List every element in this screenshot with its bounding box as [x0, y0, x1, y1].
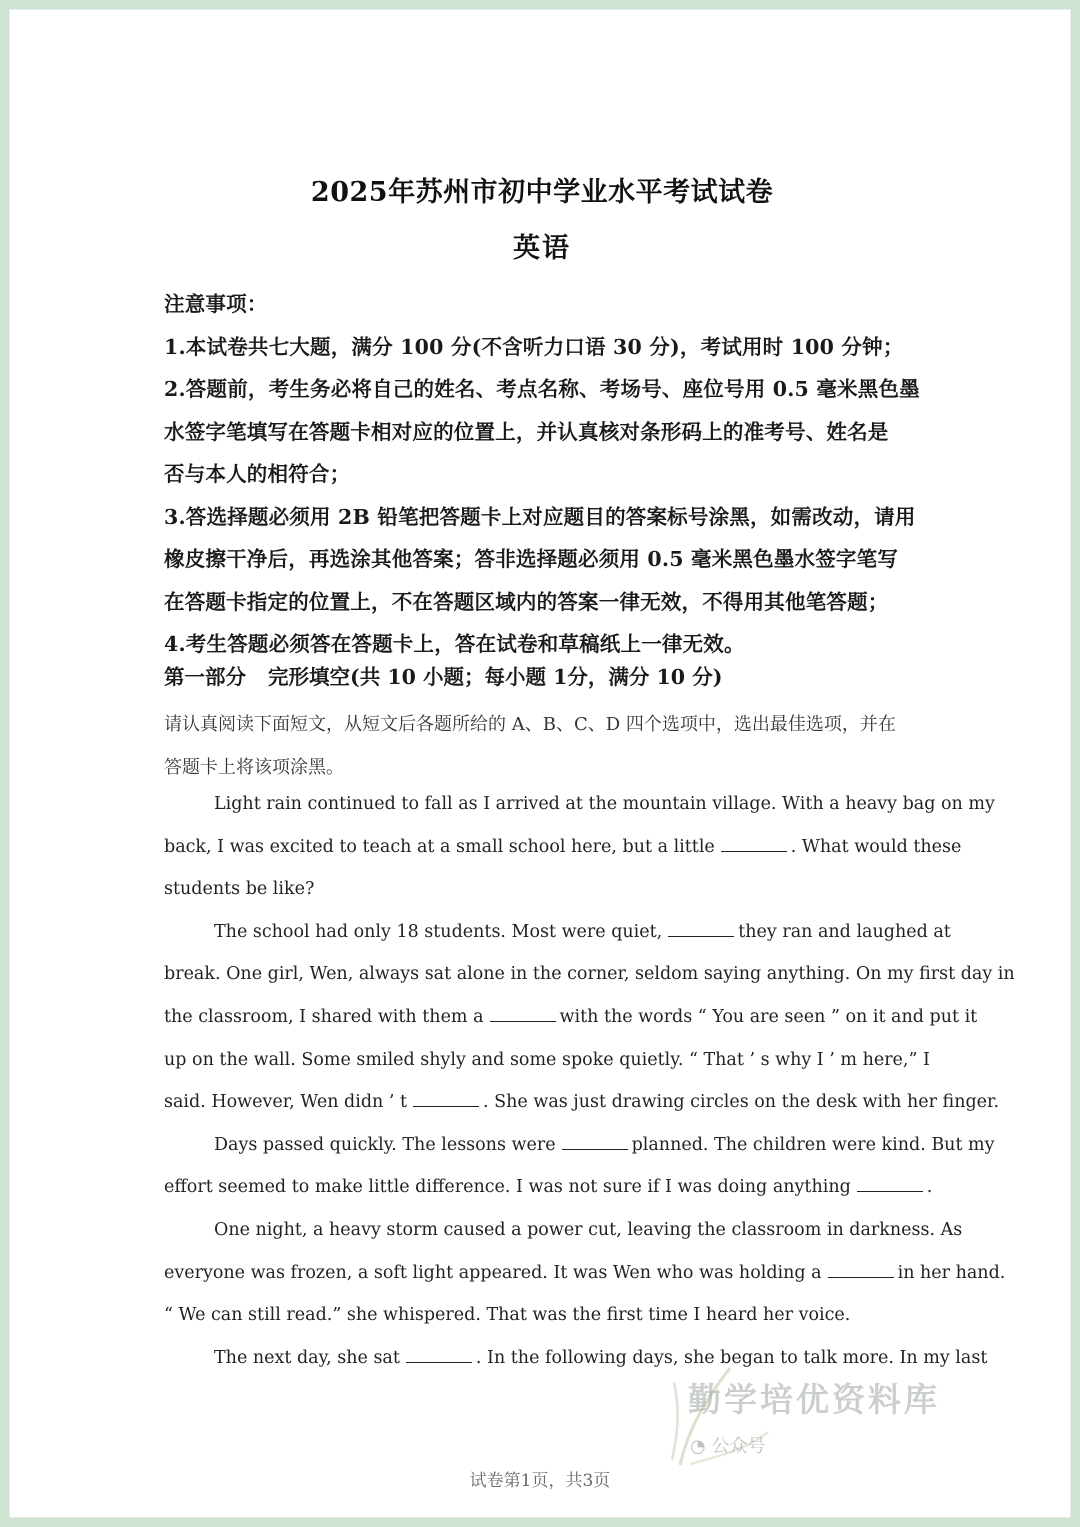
passage-text: planned. The children were kind. But my: [631, 1134, 995, 1155]
passage-line: up on the wall. Some smiled shyly and some spoke quietly. “ That ’ s why I ’ m here,” I: [164, 1049, 930, 1070]
passage-text: The next day, she sat: [214, 1347, 400, 1368]
passage-line: students be like?: [164, 879, 315, 900]
notice-line: 2.答题前，考生务必将自己的姓名、考点名称、考场号、座位号用 0.5 毫米黑色墨: [164, 377, 920, 401]
notice-heading: 注意事项：: [164, 292, 268, 316]
passage-line: [164, 911, 951, 954]
notice-line: 1.本试卷共七大题，满分 100 分(不含听力口语 30 分)，考试用时 100 分钟；: [164, 334, 904, 359]
passage-text: Days passed quickly. The lessons were: [214, 1134, 556, 1155]
passage-line: “ We can still read.” she whispered. That was the first time I heard her voice.: [164, 1305, 851, 1326]
passage-line: [164, 1337, 988, 1380]
passage-text: .: [926, 1177, 933, 1198]
wechat-icon: ◔: [690, 1436, 706, 1457]
answer-blank[interactable]: [406, 1348, 472, 1363]
notice-line: 水签字笔填写在答题卡相对应的位置上，并认真核对条形码上的准考号、姓名是: [164, 419, 889, 444]
instruction-line: 答题卡上将该项涂黑。: [164, 757, 344, 778]
passage-text: with the words “ You are seen ” on it and put it: [559, 1006, 978, 1027]
notice-line: 4.考生答题必须答在答题卡上，答在试卷和草稿纸上一律无效。: [164, 632, 745, 656]
notice-line: 在答题卡指定的位置上，不在答题区域内的答案一律无效，不得用其他笔答题；: [164, 589, 889, 614]
passage-line: [164, 1252, 1006, 1295]
passage-text: . She was just drawing circles on the desk with her finger.: [483, 1092, 1000, 1113]
passage-line: [164, 1166, 933, 1209]
answer-blank[interactable]: [857, 1177, 923, 1192]
passage-line: Light rain continued to fall as I arrived at the mountain village. With a heavy bag on my: [214, 794, 995, 814]
passage-line: [164, 996, 978, 1039]
answer-blank[interactable]: [413, 1092, 479, 1107]
passage-line: [164, 1124, 995, 1167]
passage-line: [164, 1081, 1000, 1124]
passage-text: in her hand.: [897, 1262, 1006, 1283]
passage-line: One night, a heavy storm caused a power cut, leaving the classroom in darkness. As: [214, 1219, 963, 1240]
notice-line: 3.答选择题必须用 2B 铅笔把答题卡上对应题目的答案标号涂黑，如需改动，请用: [164, 504, 916, 529]
answer-blank[interactable]: [490, 1007, 556, 1022]
section-instruction: [164, 703, 920, 789]
answer-blank[interactable]: [828, 1263, 894, 1278]
passage-text: they ran and laughed at: [738, 921, 951, 942]
passage-text: said. However, Wen didn ’ t: [164, 1092, 408, 1113]
passage-text: the classroom, I shared with them a: [164, 1006, 484, 1027]
watermark-sub-label: 公众号: [711, 1436, 766, 1457]
watermark-text: 勤学培优资料库: [688, 1380, 940, 1419]
passage-text: . What would these: [790, 836, 962, 857]
answer-blank[interactable]: [562, 1135, 628, 1150]
page-footer: 试卷第1页，共3页: [469, 1471, 611, 1491]
passage-text: effort seemed to make little difference. I was not sure if I was doing anything: [164, 1177, 851, 1198]
notice-block: [164, 283, 920, 666]
passage-line: break. One girl, Wen, always sat alone in the corner, seldom saying anything. On my first day in: [164, 964, 1015, 985]
section-title: 完形填空(共 10 小题；每小题 1分，满分 10 分): [268, 665, 723, 689]
notice-line: 否与本人的相符合；: [164, 462, 351, 486]
exam-subject: 英语: [513, 233, 571, 264]
passage-text: The school had only 18 students. Most were quiet,: [214, 921, 663, 942]
passage-line: [164, 826, 962, 869]
passage-text: back, I was excited to teach at a small school here, but a little: [164, 836, 715, 857]
section-part: 第一部分: [164, 665, 246, 689]
cloze-passage: [164, 783, 1015, 1379]
instruction-line: 请认真阅读下面短文，从短文后各题所给的 A、B、C、D 四个选项中，选出最佳选项，并在: [164, 714, 896, 735]
answer-blank[interactable]: [668, 922, 734, 937]
section-heading: [164, 660, 722, 690]
answer-blank[interactable]: [721, 837, 787, 852]
notice-line: 橡皮擦干净后，再选涂其他答案；答非选择题必须用 0.5 毫米黑色墨水签字笔写: [164, 547, 899, 571]
exam-title: 2025年苏州市初中学业水平考试试卷: [310, 177, 774, 208]
passage-text: . In the following days, she began to talk more. In my last: [475, 1347, 988, 1368]
passage-text: everyone was frozen, a soft light appeared. It was Wen who was holding a: [164, 1262, 822, 1283]
